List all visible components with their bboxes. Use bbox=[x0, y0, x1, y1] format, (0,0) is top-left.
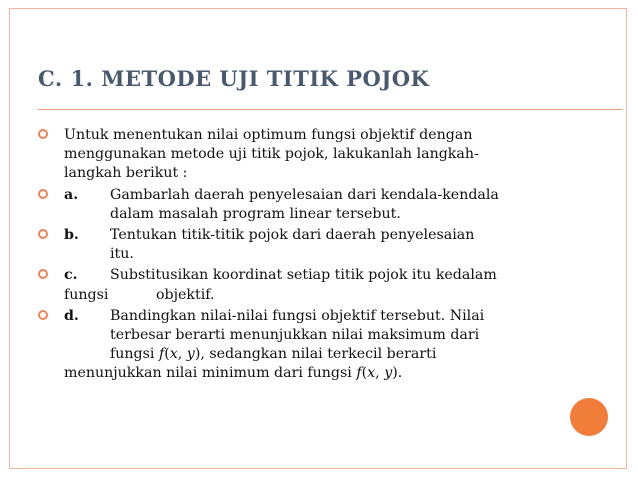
step-d-text-1: Bandingkan nilai-nilai fungsi objektif tersebut. Nilai bbox=[110, 307, 485, 324]
comma: , bbox=[177, 346, 187, 363]
circle-bullet-icon bbox=[38, 229, 48, 239]
step-b-text-2: itu. bbox=[110, 246, 134, 263]
bullet-list bbox=[38, 126, 588, 386]
paren-open: ( bbox=[361, 365, 368, 382]
list-item-step-b bbox=[38, 226, 588, 264]
step-c-text-1: Substitusikan koordinat setiap titik pojok itu kedalam bbox=[110, 267, 497, 284]
intro-line-1: Untuk menentukan nilai optimum fungsi objektif dengan bbox=[64, 127, 473, 143]
step-a-text-1: Gambarlah daerah penyelesaian dari kendala-kendala bbox=[110, 186, 499, 203]
step-d-row-4 bbox=[64, 364, 588, 383]
step-d-text-4-pre: menunjukkan nilai minimum dari fungsi bbox=[64, 365, 357, 382]
function-f: f bbox=[158, 346, 165, 363]
step-b-text-1: Tentukan titik-titik pojok dari daerah penyelesaian bbox=[110, 227, 475, 244]
paren-open: ( bbox=[164, 346, 170, 363]
circle-bullet-icon bbox=[38, 310, 48, 320]
step-letter: a. bbox=[64, 186, 79, 203]
list-item-step-a bbox=[38, 186, 588, 224]
list-item-step-d bbox=[38, 307, 588, 384]
step-c-row-2 bbox=[64, 286, 588, 305]
step-d-row-2 bbox=[64, 326, 588, 345]
var-x: x bbox=[169, 346, 178, 363]
step-d-text-4-post: ). bbox=[392, 365, 403, 382]
intro-line-2: menggunakan metode uji titik pojok, lakukanlah langkah- bbox=[64, 146, 479, 163]
step-letter: d. bbox=[64, 307, 79, 324]
title-divider bbox=[38, 109, 622, 110]
circle-bullet-icon bbox=[38, 189, 48, 199]
slide-title: C. 1. METODE UJI TITIK POJOK bbox=[38, 66, 430, 91]
step-letter: c. bbox=[64, 267, 78, 284]
step-letter: b. bbox=[64, 227, 79, 244]
list-item-intro bbox=[38, 126, 588, 184]
step-a-text-2: dalam masalah program linear tersebut. bbox=[110, 205, 401, 222]
step-c-text-2b: objektif. bbox=[156, 286, 215, 303]
step-d-text-2: terbesar berarti menunjukkan nilai maksimum dari bbox=[110, 327, 480, 344]
step-a-row-1 bbox=[64, 186, 588, 205]
step-c-row-1 bbox=[64, 266, 588, 285]
step-d-row-3 bbox=[64, 345, 588, 364]
step-d-row-1 bbox=[64, 307, 588, 326]
var-y: y bbox=[186, 346, 195, 363]
circle-bullet-icon bbox=[38, 129, 48, 139]
step-d-text-3-pre: fungsi bbox=[110, 346, 159, 363]
circle-bullet-icon bbox=[38, 269, 48, 279]
orange-circle-icon bbox=[570, 398, 608, 436]
var-y: y bbox=[384, 365, 393, 382]
comma: , bbox=[375, 365, 385, 382]
var-x: x bbox=[367, 365, 376, 382]
step-b-row-1 bbox=[64, 226, 588, 245]
list-item-step-c bbox=[38, 266, 588, 304]
intro-line-3: langkah berikut : bbox=[64, 165, 188, 182]
function-f: f bbox=[356, 365, 362, 382]
step-d-text-3-post: ), sedangkan nilai terkecil berarti bbox=[194, 346, 437, 363]
step-a-row-2 bbox=[64, 205, 588, 224]
step-c-text-2a: fungsi bbox=[64, 286, 109, 303]
step-b-row-2 bbox=[64, 245, 588, 264]
